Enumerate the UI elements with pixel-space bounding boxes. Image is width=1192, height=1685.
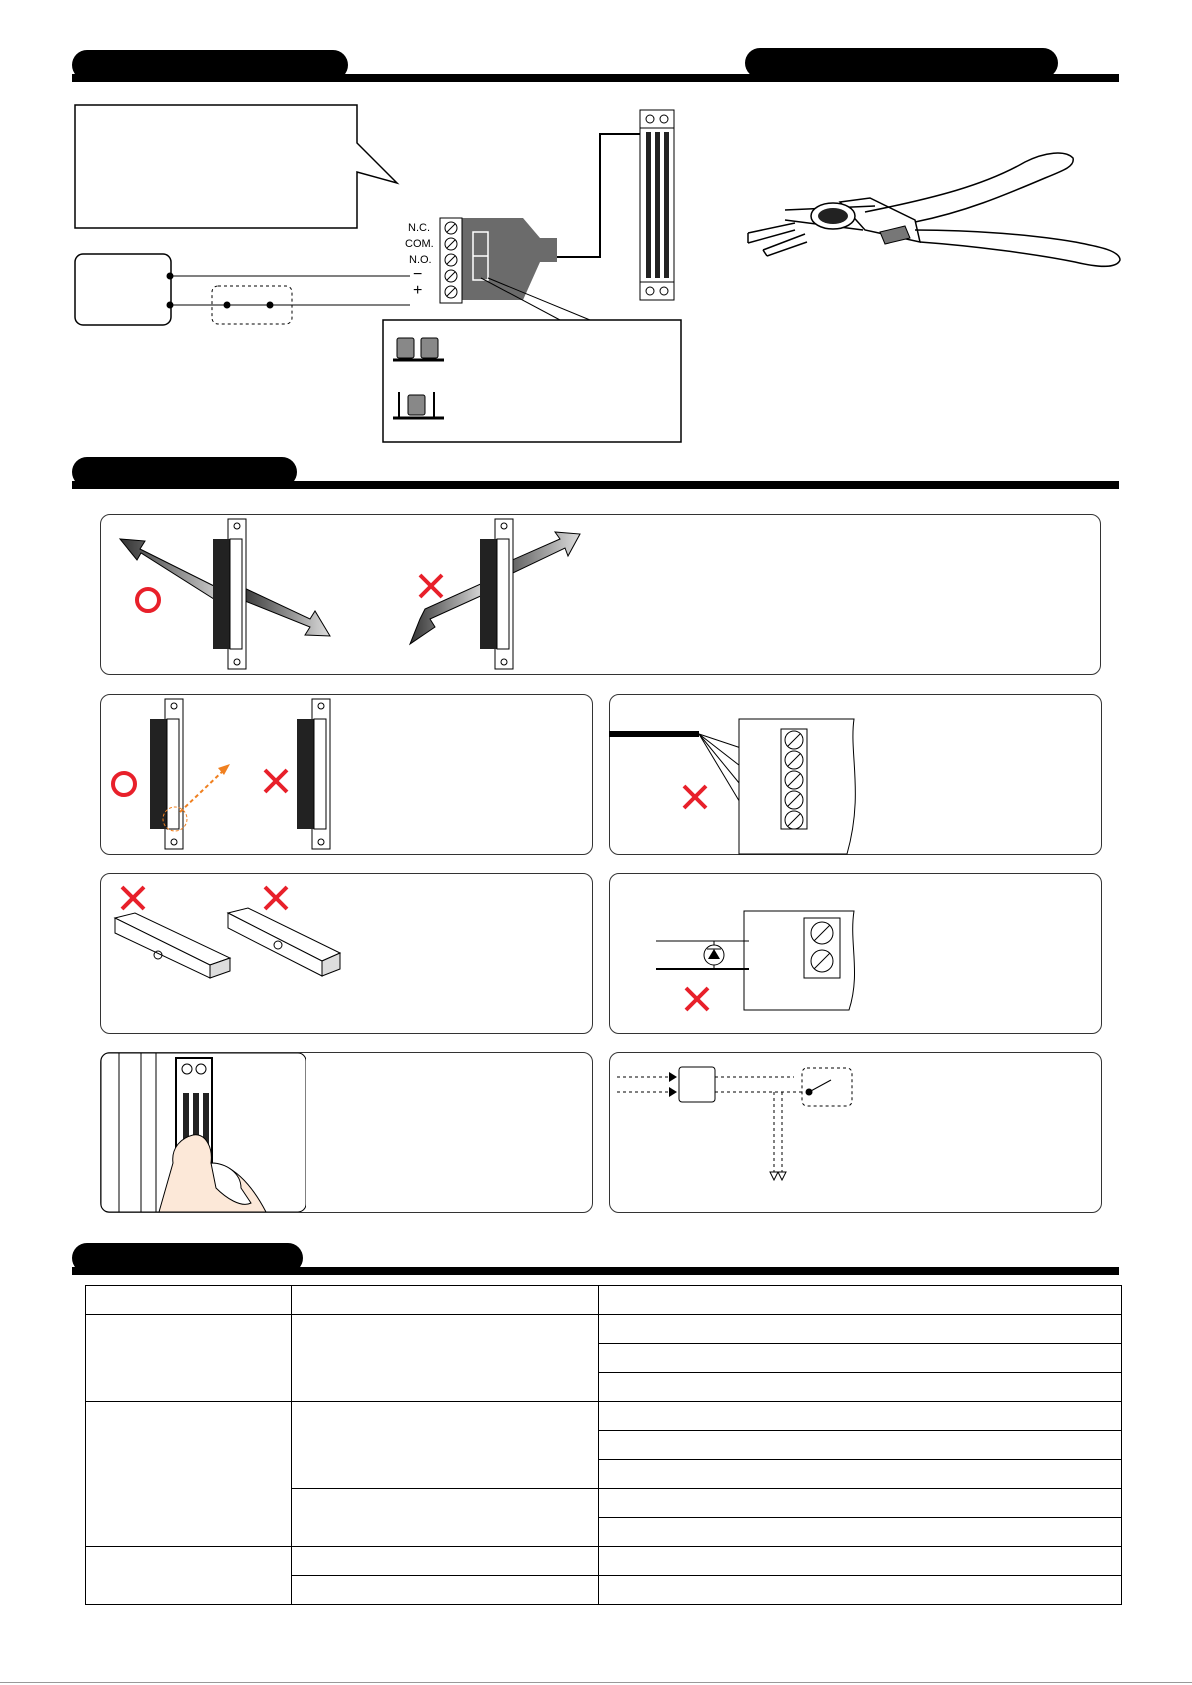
table-row [86,1286,1122,1315]
header-rule-2 [72,481,1119,489]
terminal-label-nc: N.C. [408,222,430,234]
power-supply-box [75,254,171,325]
callout-box [75,105,397,228]
header-rule-1 [72,74,1119,82]
armature-illustration [100,873,400,1034]
terminal-label-com: COM. [405,238,434,250]
diode-illustration [609,873,909,1034]
terminal-label-minus: − [413,266,423,283]
ng-mark [265,770,287,792]
loose-wire-illustration [609,694,909,855]
wiring-diagram [0,90,700,450]
table-row [86,1315,1122,1344]
switch-icon [802,1068,852,1106]
ok-mark [113,773,135,795]
table-row [86,1547,1122,1576]
ng-mark [122,887,144,909]
footer-rule [0,1682,1192,1683]
diode-icon [704,941,724,969]
terminal-label-plus: + [413,282,423,299]
ng-mark [684,786,706,808]
spec-table [85,1285,1122,1605]
header-rule-3 [72,1267,1119,1275]
magnetic-lock-icon [640,110,674,300]
ng-mark [265,887,287,909]
ng-mark [420,575,442,597]
ng-mark [686,988,708,1010]
direction-illustration [100,514,700,675]
pliers-icon [745,150,1130,285]
mounting-illustration [100,694,400,855]
ok-mark [137,589,159,611]
hand-cleaning-icon [101,1053,306,1212]
ground-wiring-illustration [609,1052,909,1213]
table-row [86,1402,1122,1431]
terminal-label-no: N.O. [409,254,432,266]
ground-icon [770,1172,786,1180]
